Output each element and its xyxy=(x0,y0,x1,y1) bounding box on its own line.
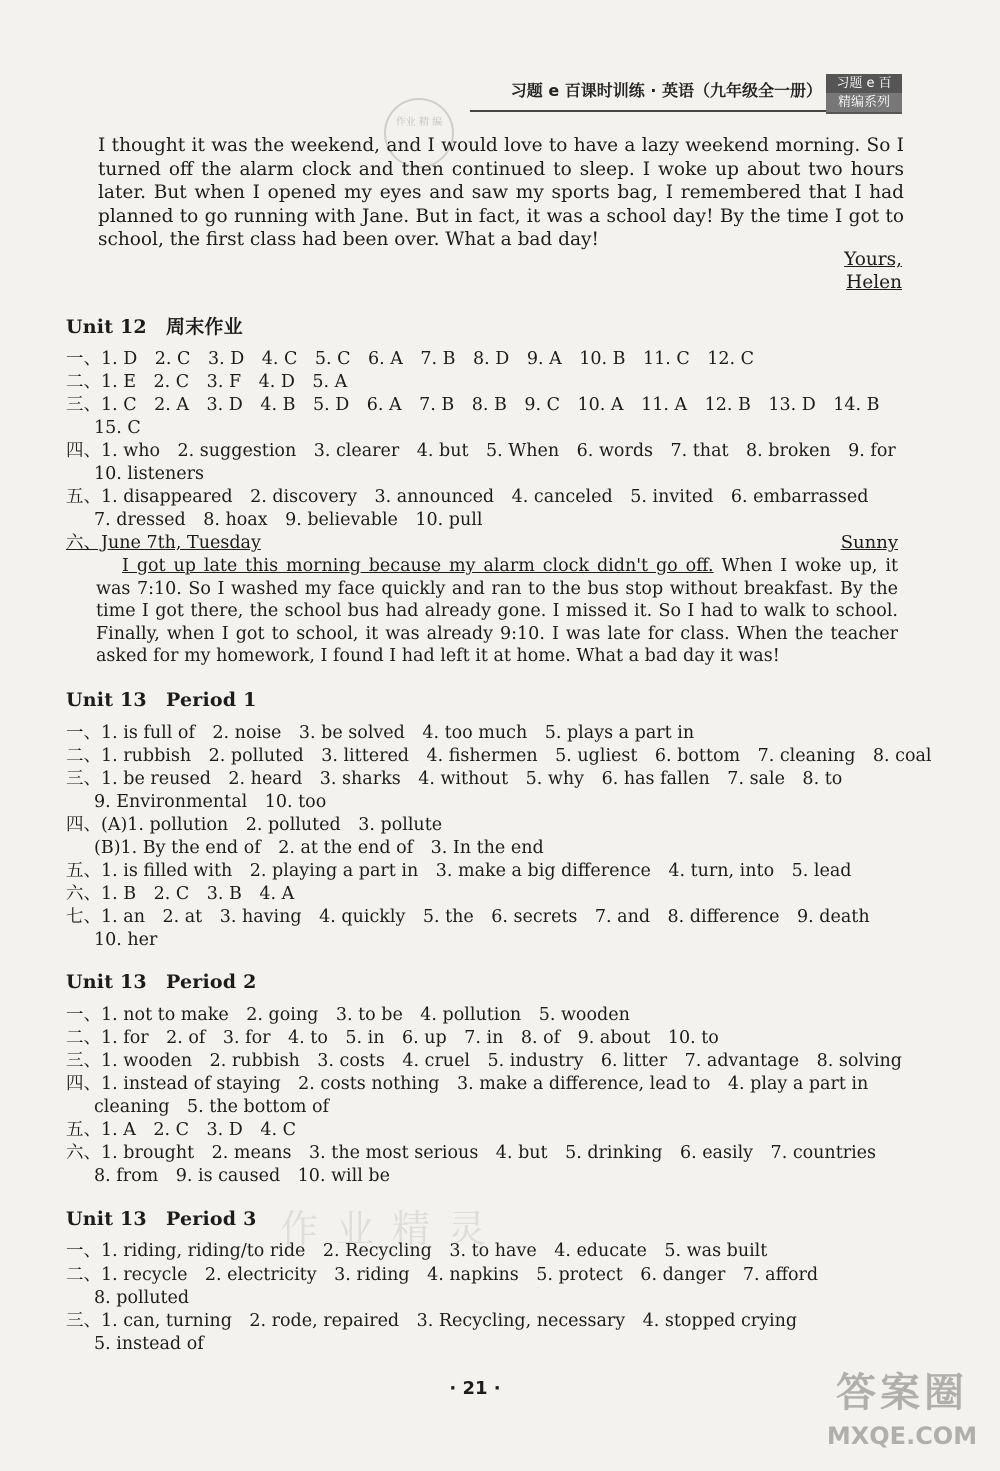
unit12-line: 7. dressed 8. hoax 9. believable 10. pull xyxy=(94,510,483,530)
unit13p1-line: 四、(A)1. pollution 2. polluted 3. pollute xyxy=(66,815,443,835)
unit13p3-line: 5. instead of xyxy=(94,1334,204,1354)
unit13p2-line: 8. from 9. is caused 10. will be xyxy=(94,1166,390,1186)
faint-watermark: 作业精灵 xyxy=(280,1207,505,1251)
brand-badge xyxy=(826,74,902,114)
diary-entry xyxy=(96,555,898,668)
unit12-line: 三、1. C 2. A 3. D 4. B 5. D 6. A 7. B 8. B 9. C 10. A 11. A 12. B 13. D 14. B xyxy=(66,395,880,415)
page-number: · 21 · xyxy=(449,1378,501,1399)
unit12-line: 四、1. who 2. suggestion 3. clearer 4. but 5. When 6. words 7. that 8. broken 9. for xyxy=(66,441,896,461)
unit12-title: Unit 12 周末作业 xyxy=(66,316,243,338)
unit13p1-line: 一、1. is full of 2. noise 3. be solved 4. too much 5. plays a part in xyxy=(66,723,695,743)
brand-line2: 精编系列 xyxy=(826,93,902,112)
site-watermark xyxy=(814,1365,990,1465)
unit13p1-line: 五、1. is filled with 2. playing a part in 3. make a big difference 4. turn, into 5. lead xyxy=(66,861,852,881)
unit13p2-line: 二、1. for 2. of 3. for 4. to 5. in 6. up 7. in 8. of 9. about 10. to xyxy=(66,1028,719,1048)
unit13p1-line: 六、1. B 2. C 3. B 4. A xyxy=(66,884,295,904)
letter-signature: Helen xyxy=(846,272,902,293)
unit13p3-line: 一、1. riding, riding/to ride 2. Recycling 3. to have 4. educate 5. was built xyxy=(66,1241,768,1261)
unit13p2-line: 五、1. A 2. C 3. D 4. C xyxy=(66,1120,296,1140)
unit13p1-line: 9. Environmental 10. too xyxy=(94,792,327,812)
header-rule xyxy=(470,110,826,112)
unit13p2-line: 四、1. instead of staying 2. costs nothing 3. make a difference, lead to 4. play a part in xyxy=(66,1074,869,1094)
diary-weather: Sunny xyxy=(840,532,898,553)
letter-closing: Yours, xyxy=(844,249,902,270)
unit13p2-line: 六、1. brought 2. means 3. the most serious 4. but 5. drinking 6. easily 7. countries xyxy=(66,1143,877,1163)
unit13p1-line: 七、1. an 2. at 3. having 4. quickly 5. the 6. secrets 7. and 8. difference 9. death xyxy=(66,907,870,927)
watermark-logo-text: 答案圈 xyxy=(836,1370,968,1416)
unit13p3-line: 三、1. can, turning 2. rode, repaired 3. Recycling, necessary 4. stopped crying xyxy=(66,1311,798,1331)
unit13p2-line: 三、1. wooden 2. rubbish 3. costs 4. cruel 5. industry 6. litter 7. advantage 8. solving xyxy=(66,1051,902,1071)
header-title: 习题 e 百课时训练 · 英语（九年级全一册） xyxy=(510,81,822,100)
unit13p1-line: 10. her xyxy=(94,930,158,950)
unit12-line: 15. C xyxy=(94,418,141,438)
unit12-line: 六、June 7th, Tuesday xyxy=(66,533,261,553)
watermark-url: MXQE.COM xyxy=(826,1422,978,1450)
diary-rest: When I woke up, it was 7:10. So I washed my face quickly and ran to the bus stop without breakfast. By the time I got there, the school bus had already gone. I missed it. So I had to walk to school. Finally, when I got to school, it was already 9:10. I was late for class. When the teacher asked for my homework, I found I had left it at home. What a bad day it was! xyxy=(96,556,898,666)
unit13-period3-title: Unit 13 Period 3 xyxy=(66,1208,257,1230)
unit13p1-line: 二、1. rubbish 2. polluted 3. littered 4. fishermen 5. ugliest 6. bottom 7. cleaning 8. coal xyxy=(66,746,932,766)
unit13-period2-title: Unit 13 Period 2 xyxy=(66,971,257,993)
letter-paragraph: I thought it was the weekend, and I would love to have a lazy weekend morning. So I turned off the alarm clock and then continued to sleep. I woke up about two hours later. But when I opened my eyes and saw my sports bag, I remembered that I had planned to go running with Jane. But in fact, it was a school day! By the time I got to school, the first class had been over. What a bad day! xyxy=(98,135,904,250)
unit13p1-line: (B)1. By the end of 2. at the end of 3. In the end xyxy=(94,838,544,858)
letter-body xyxy=(98,134,904,252)
unit13p3-line: 二、1. recycle 2. electricity 3. riding 4. napkins 5. protect 6. danger 7. afford xyxy=(66,1265,819,1285)
unit13p1-line: 三、1. be reused 2. heard 3. sharks 4. without 5. why 6. has fallen 7. sale 8. to xyxy=(66,769,843,789)
unit13p2-line: cleaning 5. the bottom of xyxy=(94,1097,330,1117)
unit13p3-line: 8. polluted xyxy=(94,1288,190,1308)
letter-signoff xyxy=(844,248,902,294)
unit13p2-line: 一、1. not to make 2. going 3. to be 4. pollution 5. wooden xyxy=(66,1005,630,1025)
unit12-line: 10. listeners xyxy=(94,464,204,484)
brand-line1: 习题 e 百 xyxy=(836,76,892,91)
unit12-line: 一、1. D 2. C 3. D 4. C 5. C 6. A 7. B 8. D 9. A 10. B 11. C 12. C xyxy=(66,349,755,369)
stamp-seal: 作业 精 编 xyxy=(384,98,454,168)
unit13-period1-title: Unit 13 Period 1 xyxy=(66,689,257,711)
unit12-line: 二、1. E 2. C 3. F 4. D 5. A xyxy=(66,372,348,392)
diary-first-sentence: I got up late this morning because my alarm clock didn't go off. xyxy=(122,556,714,576)
unit12-line: 五、1. disappeared 2. discovery 3. announced 4. canceled 5. invited 6. embarrassed xyxy=(66,487,869,507)
